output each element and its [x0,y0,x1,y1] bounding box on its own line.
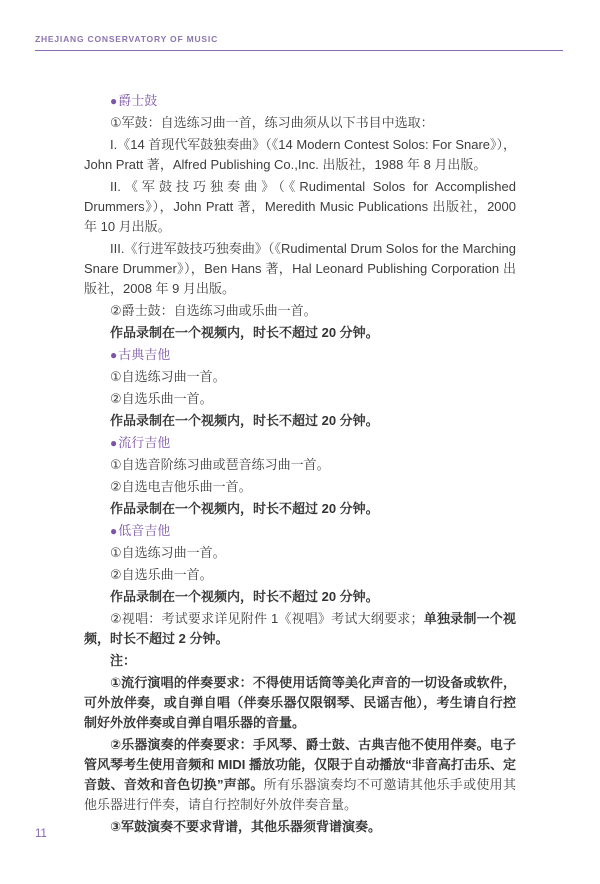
para-note-3 [84,817,516,837]
section-label: 流行吉他 [118,435,171,450]
para-text: ②自选乐曲一首。 [110,567,213,582]
section-heading-classical-guitar [84,345,516,365]
para-pop-etude [84,455,516,475]
para-sight-singing [84,609,516,649]
para-text: 作品录制在一个视频内，时长不超过 20 分钟。 [110,501,379,516]
para-note-heading [84,651,516,671]
bullet-icon: ● [110,348,118,362]
bullet-icon: ● [110,94,118,108]
para-video-limit-pop [84,499,516,519]
para-book-3 [84,239,516,299]
para-bass-etude [84,543,516,563]
para-text: ②爵士鼓：自选练习曲或乐曲一首。 [110,303,317,318]
document-content [84,91,516,839]
bullet-icon: ● [110,436,118,450]
header-title: ZHEJIANG CONSERVATORY OF MUSIC [35,34,219,44]
para-book-1 [84,135,516,175]
para-electric-guitar-piece [84,477,516,497]
para-note-2 [84,735,516,815]
para-text: ①自选练习曲一首。 [110,369,226,384]
para-text: ①自选音阶练习曲或琶音练习曲一首。 [110,457,330,472]
para-text: ②视唱：考试要求详见附件 1《视唱》考试大纲要求； [110,611,424,626]
section-heading-bass-guitar [84,521,516,541]
para-text: ②自选乐曲一首。 [110,391,213,406]
para-text: III.《行进军鼓技巧独奏曲》（《Rudimental Drum Solos for the Marching Snare Drummer》），Ben Hans 著，Hal Leonard Publishing Corporation 出版社，2008 年 9 月出版。 [84,241,516,296]
section-label: 爵士鼓 [118,93,158,108]
para-snare-requirement [84,113,516,133]
para-bass-piece [84,565,516,585]
section-heading-pop-guitar [84,433,516,453]
para-classical-etude [84,367,516,387]
para-classical-piece [84,389,516,409]
para-jazz-drum-piece [84,301,516,321]
para-text: 注： [110,653,137,668]
bullet-icon: ● [110,524,118,538]
page-header [35,33,563,51]
section-label: 古典吉他 [118,347,171,362]
page-number: 11 [35,828,47,840]
para-text: 作品录制在一个视频内，时长不超过 20 分钟。 [110,413,379,428]
para-text-bold: 单独录制一个视频，时长不超过 2 分钟。 [84,611,516,646]
para-text-bold: ②乐器演奏的伴奏要求：手风琴、爵士鼓、古典吉他不使用伴奏。电子管风琴考生使用音频和 MIDI 播放功能，仅限于自动播放“非音高打击乐、定音鼓、音效和音色切换”声部。 [84,737,516,792]
para-text: 作品录制在一个视频内，时长不超过 20 分钟。 [110,589,379,604]
para-video-limit-classical [84,411,516,431]
para-text: ①流行演唱的伴奏要求：不得使用话筒等美化声音的一切设备或软件，可外放伴奏，或自弹自唱（伴奏乐器仅限钢琴、民谣吉他），考生请自行控制好外放伴奏或自弹自唱乐器的音量。 [84,675,516,730]
para-video-limit-jazz [84,323,516,343]
para-text: ①军鼓：自选练习曲一首，练习曲须从以下书目中选取： [110,115,434,130]
para-text: II.《军鼓技巧独奏曲》（《Rudimental Solos for Accomplished Drummers》），John Pratt 著，Meredith Music Publications 出版社，2000 年 10 月出版。 [84,179,516,234]
para-text: ②自选电吉他乐曲一首。 [110,479,252,494]
para-text: ③军鼓演奏不要求背谱，其他乐器须背谱演奏。 [110,819,382,834]
para-text: 所有乐器演奏均不可邀请其他乐手或使用其他乐器进行伴奏，请自行控制好外放伴奏音量。 [84,777,516,812]
para-book-2 [84,177,516,237]
para-text: 作品录制在一个视频内，时长不超过 20 分钟。 [110,325,379,340]
para-text: I.《14 首现代军鼓独奏曲》（《14 Modern Contest Solos: For Snare》），John Pratt 著，Alfred Publishing Co.,Inc. 出版社，1988 年 8 月出版。 [84,137,517,172]
para-text: ①自选练习曲一首。 [110,545,226,560]
section-heading-jazz-drums [84,91,516,111]
para-video-limit-bass [84,587,516,607]
header-divider [35,50,563,51]
section-label: 低音吉他 [118,523,171,538]
para-note-1 [84,673,516,733]
